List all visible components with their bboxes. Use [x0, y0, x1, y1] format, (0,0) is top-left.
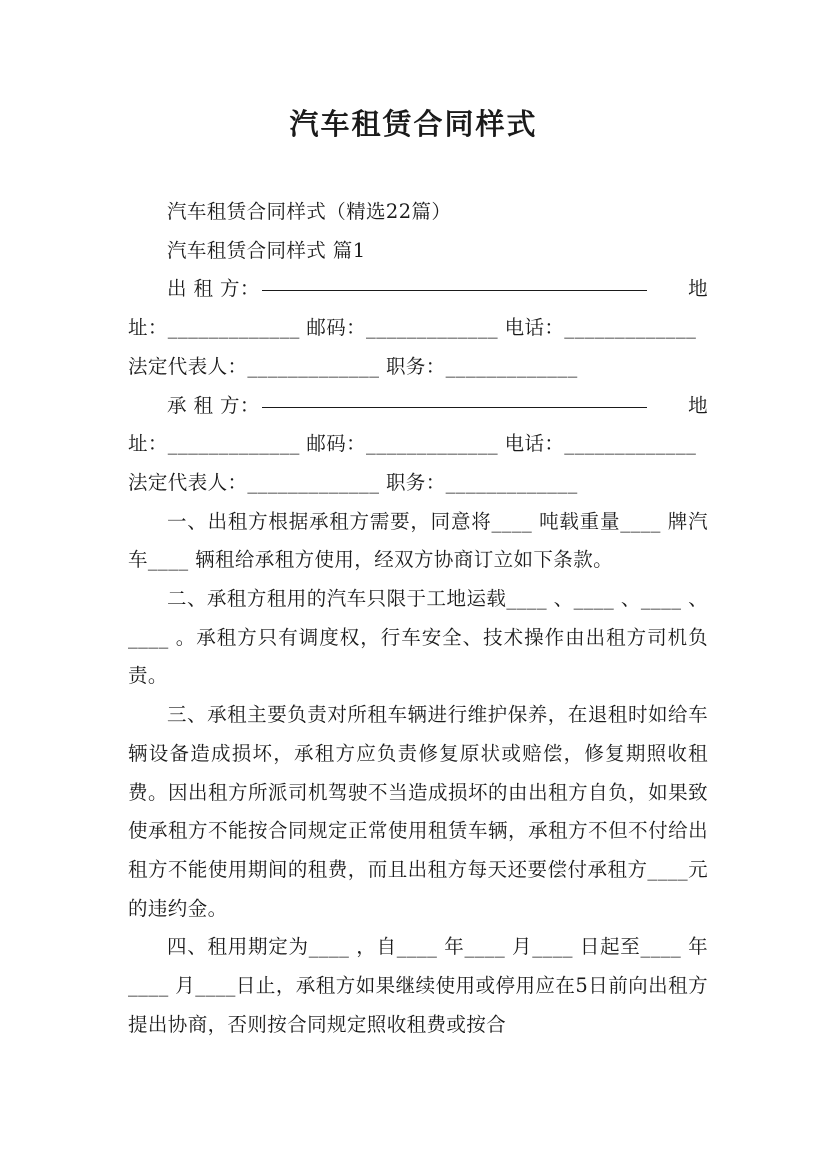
intro-line: 汽车租赁合同样式（精选22篇）	[167, 200, 452, 223]
clause-1: 一、出租方根据承租方需要，同意将____ 吨载重量____ 牌汽车____ 辆租给承租方使用，经双方协商订立如下条款。	[128, 509, 708, 572]
lessor-line	[128, 270, 708, 309]
lessee-address-line: 址：_____________ 邮码：_____________ 电话：_____________	[128, 432, 697, 456]
clause-2: 二、承租方租用的汽车只限于工地运载____ 、____ 、____ 、____ 。承租方只有调度权，行车安全、技术操作由出租方司机负责。	[128, 587, 708, 688]
lessee-line	[128, 387, 708, 426]
lessee-label: 承 租 方：	[167, 393, 260, 417]
lessor-name-blank	[262, 289, 647, 291]
clause-3: 三、承租主要负责对所租车辆进行维护保养，在退租时如给车辆设备造成损坏，承租方应负责修复原状或赔偿，修复期照收租费。因出租方所派司机驾驶不当造成损坏的由出租方自负，如果致使承租方不能按合同规定正常使用租赁车辆，承租方不但不付给出租方不能使用期间的租费，而且出租方每天还要偿付承租方____元的违约金。	[128, 703, 708, 920]
lessee-address-start: 地	[688, 393, 708, 417]
lessor-representative-line: 法定代表人：_____________ 职务：_____________	[128, 354, 578, 378]
lessor-label: 出 租 方：	[167, 277, 260, 301]
document-body	[128, 193, 708, 1044]
lessee-representative-line: 法定代表人：_____________ 职务：_____________	[128, 470, 578, 494]
lessor-address-start: 地	[688, 277, 708, 301]
lessor-address-line: 址：_____________ 邮码：_____________ 电话：_____________	[128, 316, 697, 340]
document-title: 汽车租赁合同样式	[289, 107, 538, 141]
section-heading: 汽车租赁合同样式 篇1	[167, 238, 366, 262]
lessee-name-blank	[262, 406, 647, 408]
clause-4: 四、租用期定为____ ，自____ 年____ 月____ 日起至____ 年____ 月____日止，承租方如果继续使用或停用应在5日前向出租方提出协商，否则按合同规定照收租费或按合	[128, 935, 708, 1036]
